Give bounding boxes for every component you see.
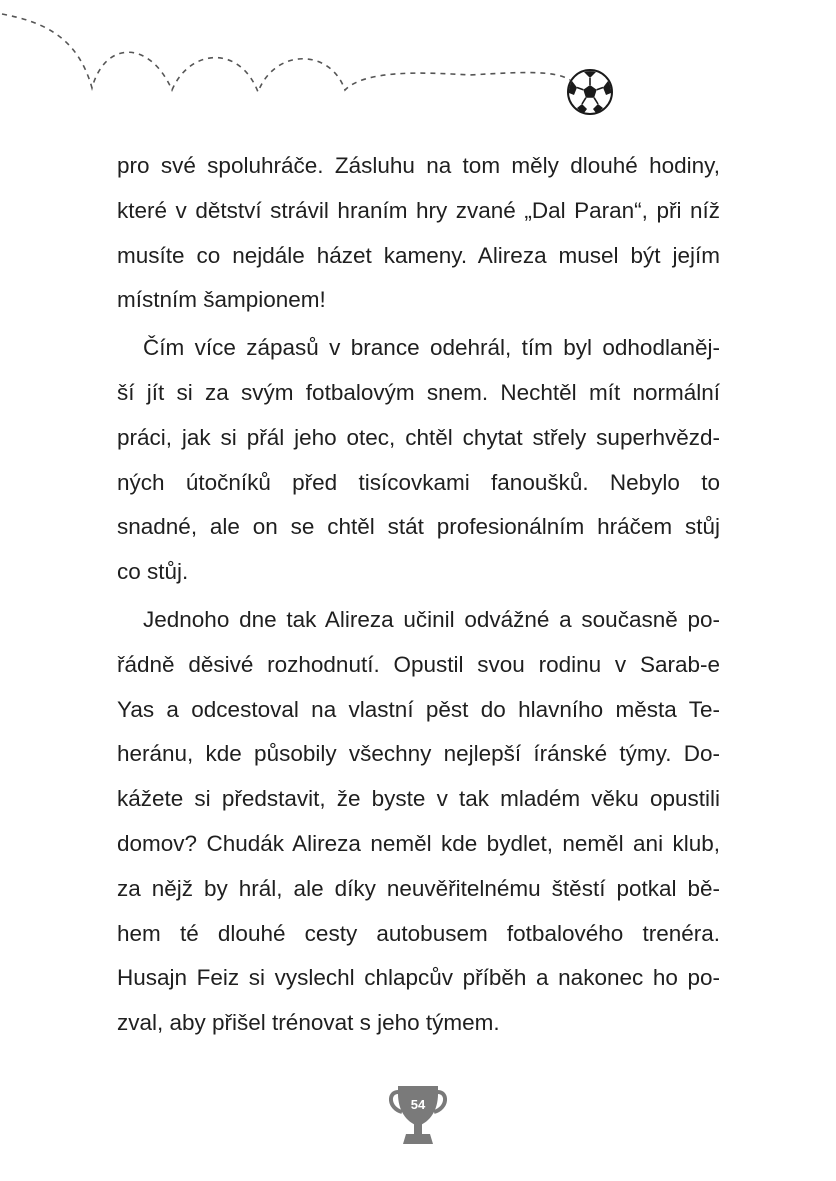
text-line: které v dětství strávil hraním hry zvané „Dal Paran“, při níž (117, 197, 720, 223)
text-line: Čím více zápasů v brance odehrál, tím byl odhodlaněj- (143, 335, 720, 361)
body-text (117, 144, 720, 1046)
text-line: zval, aby přišel trénovat s jeho týmem. (117, 1010, 500, 1036)
text-line: ných útočníků před tisícovkami fanoušků. Nebylo to (117, 469, 720, 495)
trajectory-dashed-line (2, 14, 570, 92)
text-line: Jednoho dne tak Alireza učinil odvážné a současně po- (143, 606, 720, 632)
soccer-ball-icon (568, 70, 612, 114)
text-line: za nějž by hrál, ale díky neuvěřitelnému štěstí potkal bě- (117, 875, 720, 901)
text-line: domov? Chudák Alireza neměl kde bydlet, neměl ani klub, (117, 830, 720, 856)
text-line: Husajn Feiz si vyslechl chlapcův příběh a nakonec ho po- (117, 965, 720, 991)
dashed-ball-trajectory (0, 0, 836, 140)
page-footer (386, 1082, 450, 1148)
text-line: co stůj. (117, 559, 189, 585)
text-line: ší jít si za svým fotbalovým snem. Nechtěl mít normální (117, 379, 720, 405)
text-line: heránu, kde působily všechny nejlepší íránské týmy. Do- (117, 741, 720, 767)
text-line: musíte co nejdále házet kameny. Alireza musel být jejím (117, 242, 720, 268)
text-line: práci, jak si přál jeho otec, chtěl chytat střely superhvězd- (117, 424, 720, 450)
text-line: snadné, ale on se chtěl stát profesionálním hráčem stůj (117, 514, 720, 540)
text-line: hem té dlouhé cesty autobusem fotbalového trenéra. (117, 920, 720, 946)
page-number: 54 (410, 1097, 426, 1112)
text-line: místním šampionem! (117, 287, 326, 313)
text-line: pro své spoluhráče. Zásluhu na tom měly dlouhé hodiny, (117, 153, 720, 178)
text-line: řádně děsivé rozhodnutí. Opustil svou rodinu v Sarab-e (117, 651, 720, 677)
text-line: Yas a odcestoval na vlastní pěst do hlavního města Te- (117, 696, 720, 722)
text-line: kážete si představit, že byste v tak mladém věku opustili (117, 786, 720, 812)
trophy-icon (386, 1082, 450, 1148)
